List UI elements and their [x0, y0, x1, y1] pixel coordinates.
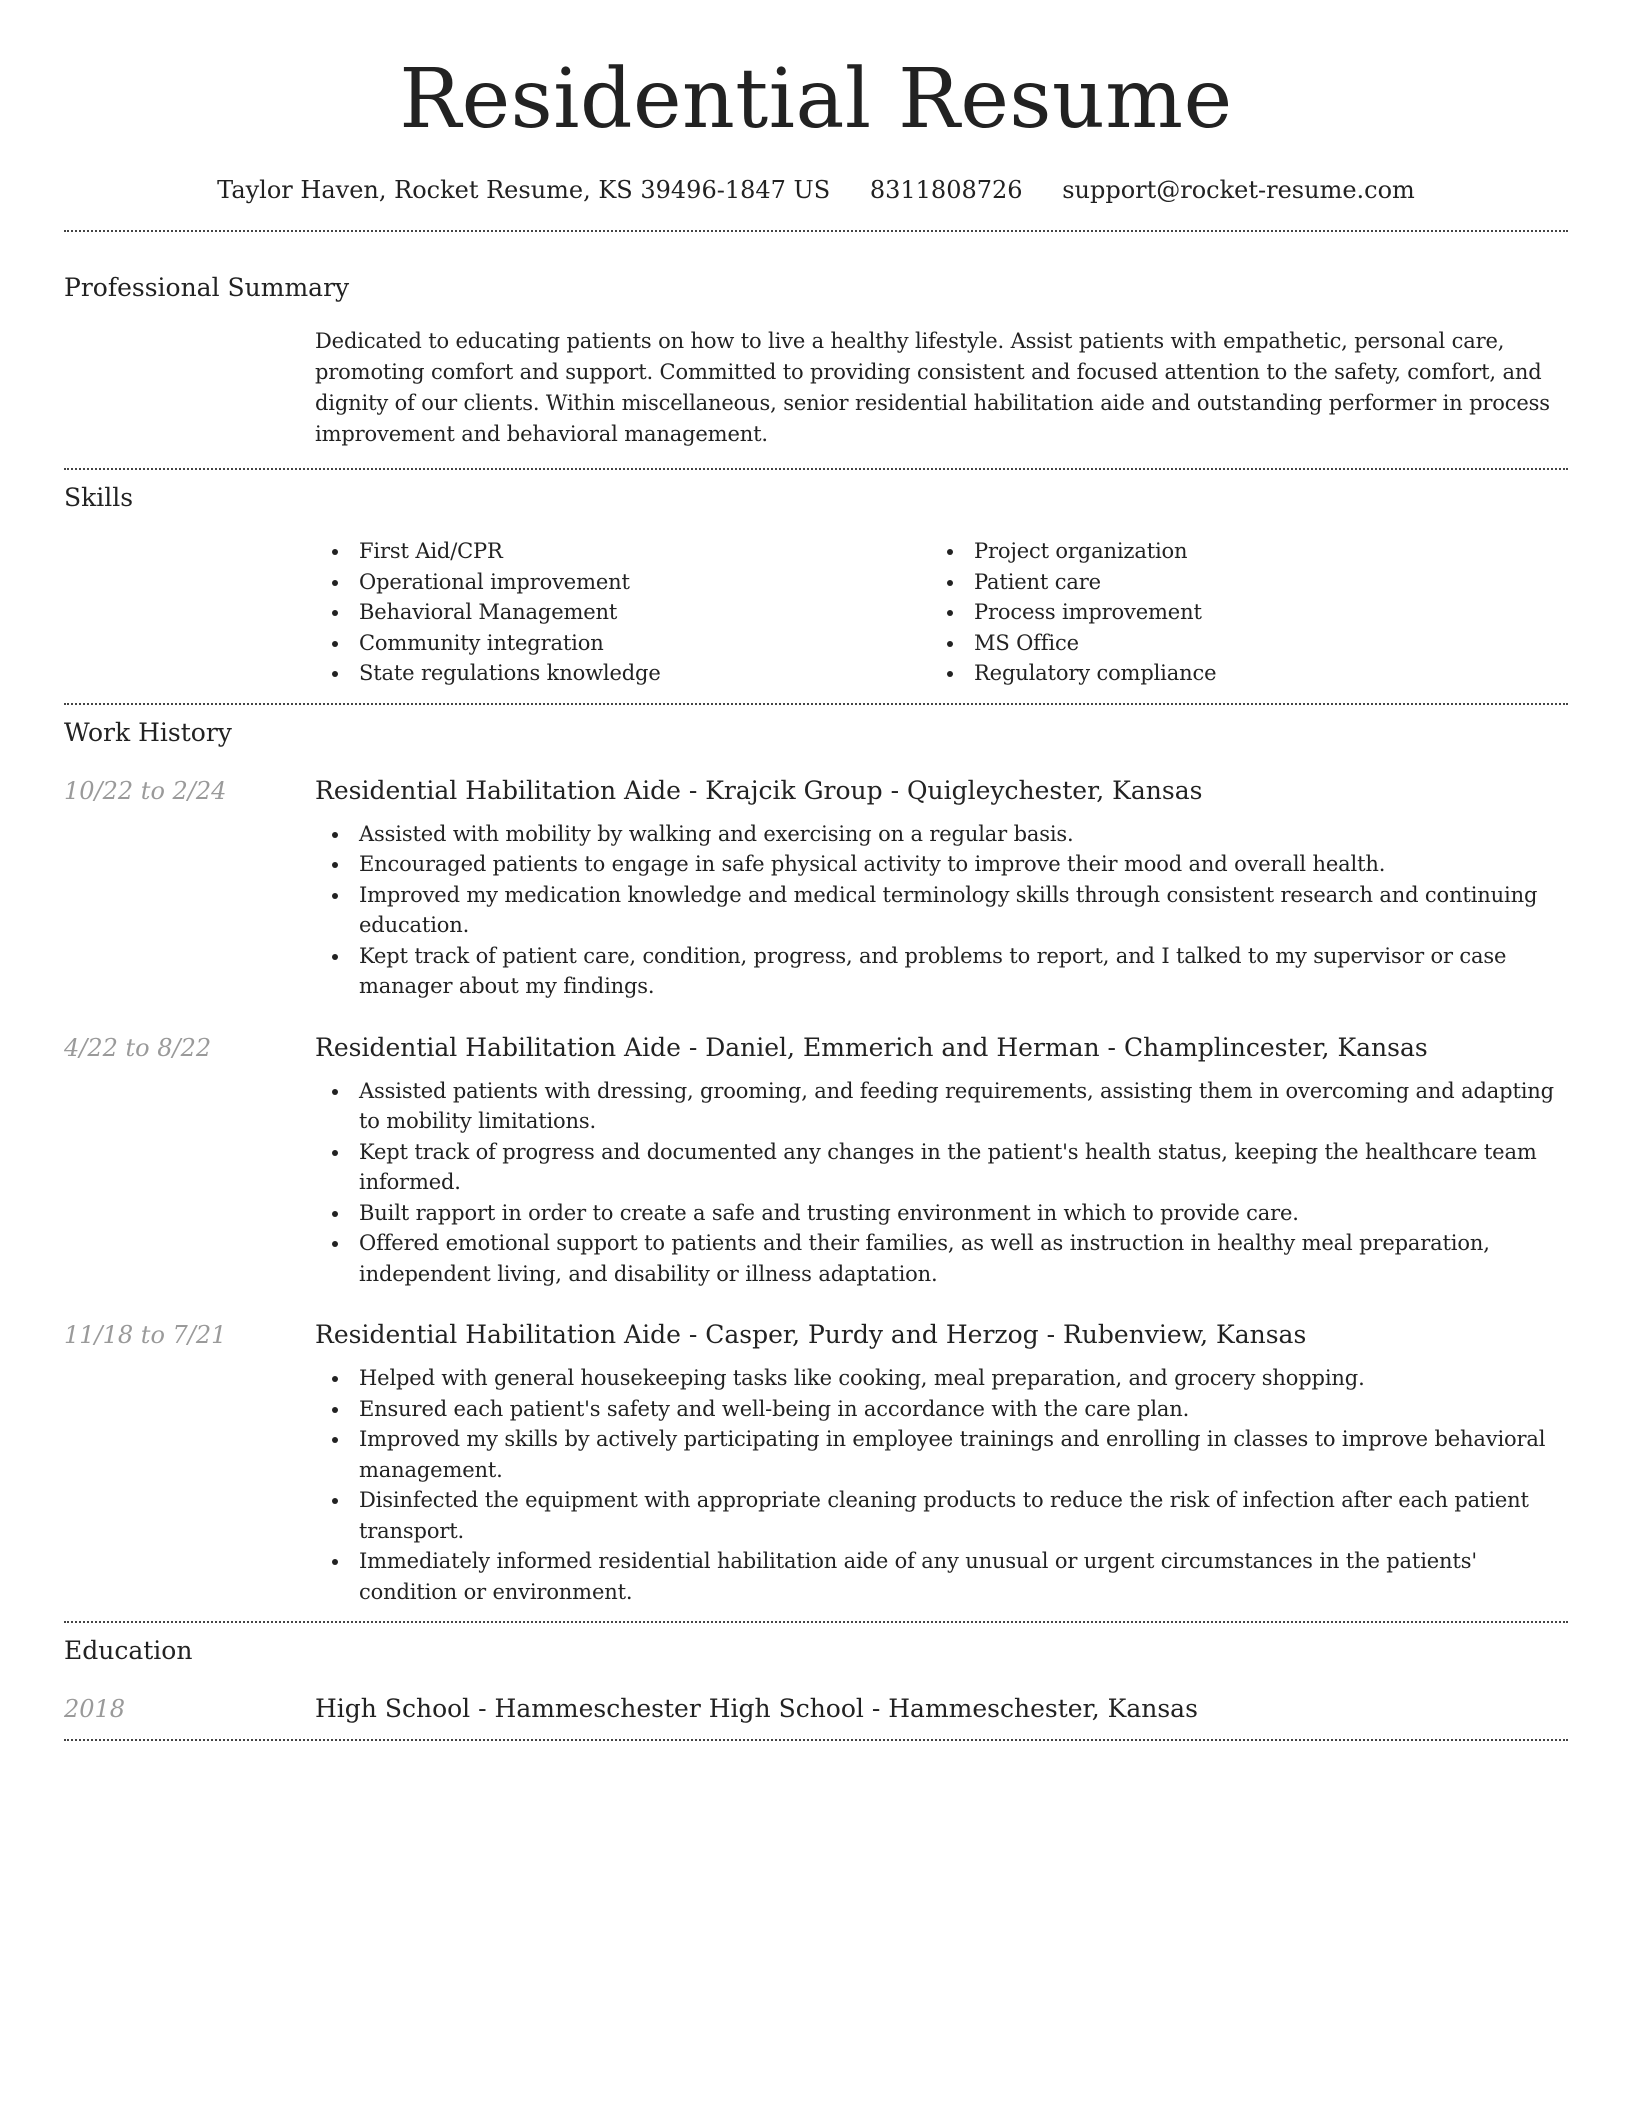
- contact-address: Taylor Haven, Rocket Resume, KS 39496-1847 US: [217, 176, 831, 204]
- job-bullet: Kept track of progress and documented any changes in the patient's health status, keeping the healthcare team informed.: [315, 1137, 1568, 1198]
- job-bullet: Assisted patients with dressing, grooming, and feeding requirements, assisting them in overcoming and adapting to mobility limitations.: [315, 1076, 1568, 1137]
- job-bullet: Built rapport in order to create a safe and trusting environment in which to provide care.: [315, 1198, 1568, 1229]
- skill-item: Operational improvement: [315, 567, 930, 598]
- job-dates: 4/22 to 8/22: [64, 1033, 212, 1062]
- education-dates: 2018: [64, 1695, 126, 1723]
- work-history-heading: Work History: [64, 717, 232, 747]
- summary-heading: Professional Summary: [64, 273, 350, 302]
- skill-item: Project organization: [930, 536, 1545, 567]
- skill-item: State regulations knowledge: [315, 658, 930, 689]
- skills-heading: Skills: [64, 483, 134, 512]
- skill-item: Patient care: [930, 567, 1545, 598]
- job-entry: [64, 1028, 1568, 1290]
- job-bullet: Improved my skills by actively participating in employee trainings and enrolling in classes to improve behavioral management.: [315, 1424, 1568, 1485]
- work-history-section: [64, 705, 1568, 1622]
- job-bullet: Disinfected the equipment with appropriate cleaning products to reduce the risk of infection after each patient transport.: [315, 1485, 1568, 1546]
- skill-item: Regulatory compliance: [930, 658, 1545, 689]
- job-bullet: Helped with general housekeeping tasks like cooking, meal preparation, and grocery shopping.: [315, 1363, 1568, 1394]
- job-bullet: Encouraged patients to engage in safe physical activity to improve their mood and overall health.: [315, 849, 1568, 880]
- divider: [64, 1739, 1568, 1741]
- skill-item: Process improvement: [930, 597, 1545, 628]
- skill-item: Behavioral Management: [315, 597, 930, 628]
- job-bullet: Immediately informed residential habilitation aide of any unusual or urgent circumstances in the patients' condition or environment.: [315, 1546, 1568, 1607]
- job-bullet: Assisted with mobility by walking and exercising on a regular basis.: [315, 819, 1568, 850]
- contact-phone: 8311808726: [869, 176, 1023, 204]
- job-title: Residential Habilitation Aide - Krajcik Group - Quigleychester, Kansas: [315, 775, 1203, 805]
- skills-section: [64, 470, 1568, 703]
- job-bullet: Kept track of patient care, condition, progress, and problems to report, and I talked to my supervisor or case manager about my findings.: [315, 941, 1568, 1002]
- summary-text: Dedicated to educating patients on how to live a healthy lifestyle. Assist patients with empathetic, personal care, promoting comfort and support. Committed to providing consistent and focused attention to the safety, comfort, and dignity of our clients. Within miscellaneous, senior residential habilitation aide and outstanding performer in process improvement and behavioral management.: [315, 329, 1550, 446]
- resume-page: [64, 0, 1568, 1741]
- job-bullet: Ensured each patient's safety and well-being in accordance with the care plan.: [315, 1394, 1568, 1425]
- contact-line: [64, 150, 1568, 220]
- job-entry: [64, 771, 1568, 1002]
- skill-item: First Aid/CPR: [315, 536, 930, 567]
- job-bullet: Offered emotional support to patients and their families, as well as instruction in healthy meal preparation, independent living, and disability or illness adaptation.: [315, 1228, 1568, 1289]
- education-heading: Education: [64, 1636, 193, 1665]
- education-title: High School - Hammeschester High School - Hammeschester, Kansas: [315, 1694, 1198, 1723]
- skill-item: Community integration: [315, 628, 930, 659]
- education-entry: [64, 1689, 1568, 1739]
- job-title: Residential Habilitation Aide - Casper, Purdy and Herzog - Rubenview, Kansas: [315, 1320, 1307, 1349]
- contact-email: support@rocket-resume.com: [1062, 176, 1415, 204]
- education-section: [64, 1623, 1568, 1739]
- skills-column-left: [315, 536, 930, 689]
- resume-title: Residential Resume: [399, 52, 1233, 147]
- job-dates: 10/22 to 2/24: [64, 776, 227, 805]
- job-bullet: Improved my medication knowledge and medical terminology skills through consistent research and continuing education.: [315, 880, 1568, 941]
- summary-section: [64, 232, 1568, 468]
- job-title: Residential Habilitation Aide - Daniel, Emmerich and Herman - Champlincester, Kansas: [315, 1032, 1428, 1062]
- skill-item: MS Office: [930, 628, 1545, 659]
- job-entry: [64, 1315, 1568, 1621]
- skills-column-right: [930, 536, 1545, 689]
- job-dates: 11/18 to 7/21: [64, 1321, 227, 1349]
